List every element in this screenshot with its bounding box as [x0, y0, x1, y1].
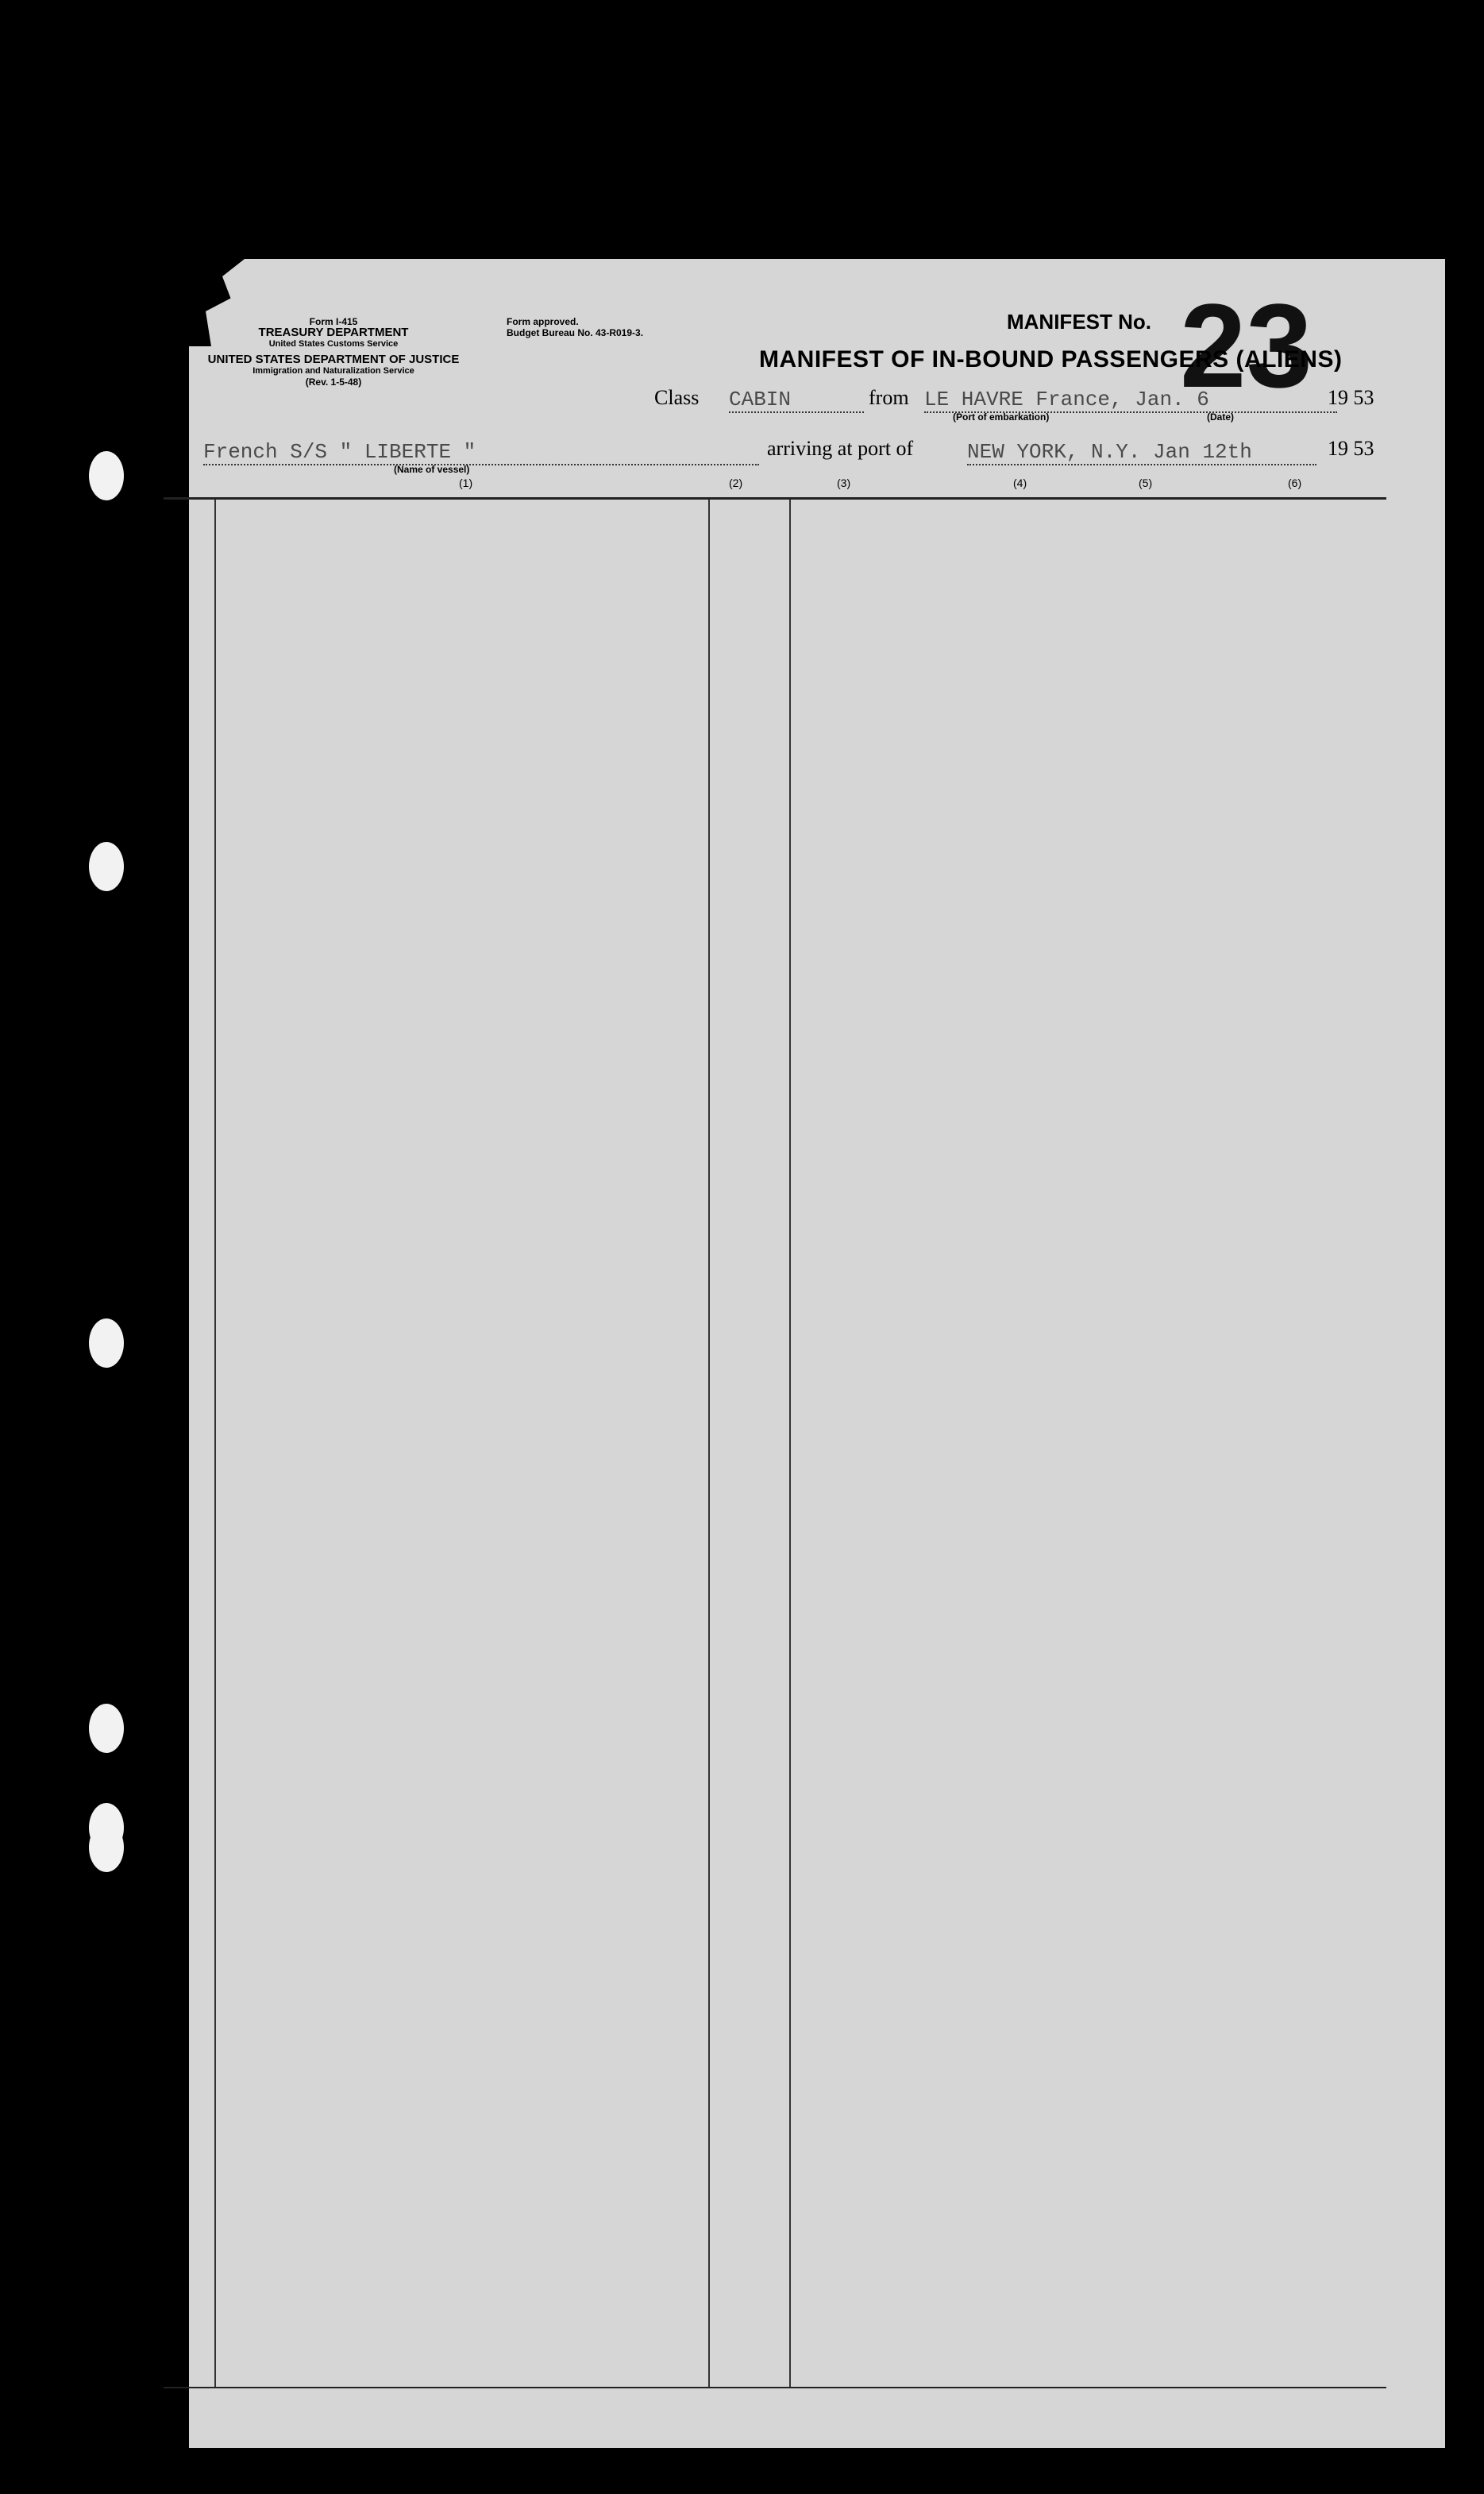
year-1: 19 53: [1328, 386, 1374, 409]
class-value: CABIN: [729, 388, 864, 413]
header-left-block: [159, 316, 508, 388]
colnum-3: (3): [837, 477, 851, 489]
customs-service: United States Customs Service: [268, 339, 399, 349]
passenger-table: [164, 497, 1386, 2388]
manifest-no-label: MANIFEST No.: [1007, 310, 1151, 334]
ins-service: Immigration and Naturalization Service: [252, 366, 414, 376]
colnum-4: (4): [1013, 477, 1027, 489]
budget-bureau: Budget Bureau No. 43-R019-3.: [507, 327, 644, 338]
vessel-caption: (Name of vessel): [394, 464, 470, 475]
vessel-value: French S/S " LIBERTE ": [203, 440, 759, 465]
form-number: Form I-415: [309, 316, 358, 327]
colnum-5: (5): [1139, 477, 1153, 489]
manifest-number: 23: [1180, 279, 1312, 412]
arrival-value: NEW YORK, N.Y. Jan 12th: [967, 440, 1316, 465]
arriving-label: arriving at port of: [767, 437, 914, 460]
justice-dept: UNITED STATES DEPARTMENT OF JUSTICE: [207, 353, 460, 366]
colnum-6: (6): [1288, 477, 1302, 489]
colnum-2: (2): [729, 477, 743, 489]
port-embark-caption: (Port of embarkation): [953, 411, 1050, 423]
on-label: on: [159, 438, 179, 461]
form-approved: Form approved.: [507, 316, 579, 327]
year-2: 19 53: [1328, 437, 1374, 460]
treasury-dept: TREASURY DEPARTMENT: [258, 326, 409, 339]
class-label: Class: [654, 386, 700, 409]
colnum-1: (1): [459, 477, 473, 489]
revision: (Rev. 1-5-48): [305, 376, 362, 388]
from-label-text: from: [869, 386, 909, 409]
approval-block: [507, 316, 643, 338]
date-caption: (Date): [1207, 411, 1235, 423]
from-value: LE HAVRE France, Jan. 6: [924, 388, 1337, 413]
manifest-title: MANIFEST OF IN-BOUND PASSENGERS (ALIENS): [759, 346, 1343, 373]
